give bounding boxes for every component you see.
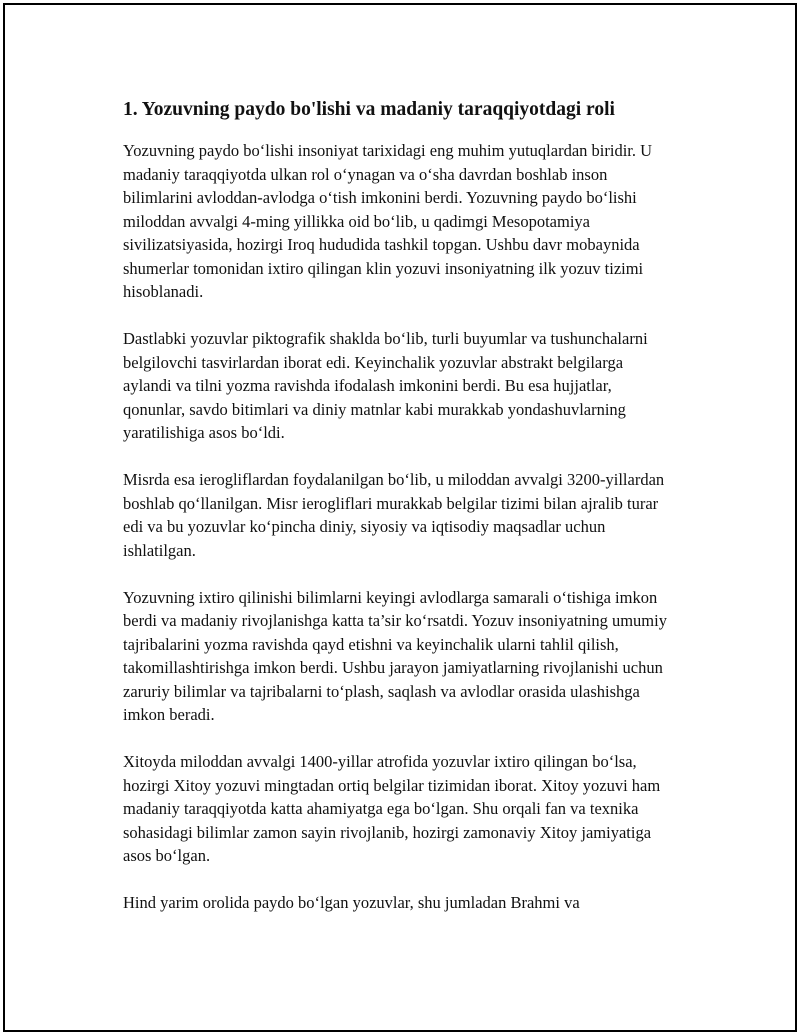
document-body — [123, 97, 671, 938]
paragraph: Hind yarim orolida paydo bo‘lgan yozuvlar, shu jumladan Brahmi va — [123, 893, 580, 912]
page-frame — [3, 3, 797, 1032]
paragraph: Yozuvning paydo bo‘lishi insoniyat tarixidagi eng muhim yutuqlardan biridir. U madaniy taraqqiyotda ulkan rol o‘ynagan va o‘sha davrdan boshlab inson bilimlarini avloddan-avlodga o‘tish imkonini berdi. Yozuvning paydo bo‘lishi miloddan avvalgi 4-ming yillikka oid bo‘lib, u qadimgi Mesopotamiya sivilizatsiyasida, hozirgi Iroq hududida tashkil topgan. Ushbu davr mobaynida shumerlar tomonidan ixtiro qilingan klin yozuvi insoniyatning ilk yozuv tizimi hisoblanadi. — [123, 141, 653, 301]
section-heading: 1. Yozuvning paydo bo'lishi va madaniy taraqqiyotdagi roli — [123, 99, 615, 120]
paragraph: Misrda esa ierogliflardan foydalanilgan bo‘lib, u miloddan avvalgi 3200-yillardan boshlab qo‘llanilgan. Misr ierogliflari murakkab belgilar tizimi bilan ajralib turar edi va bu yozuvlar ko‘pincha diniy, siyosiy va iqtisodiy maqsadlar uchun ishlatilgan. — [123, 470, 665, 560]
paragraph: Xitoyda miloddan avvalgi 1400-yillar atrofida yozuvlar ixtiro qilingan bo‘lsa, hozirgi Xitoy yozuvi mingtadan ortiq belgilar tizimidan iborat. Xitoy yozuvi ham madaniy taraqqiyotda katta ahamiyatga ega bo‘lgan. Shu orqali fan va texnika sohasidagi bilimlar zamon sayin rivojlanib, hozirgi zamonaviy Xitoy jamiyatiga asos bo‘lgan. — [123, 752, 661, 865]
paragraph: Dastlabki yozuvlar piktografik shaklda bo‘lib, turli buyumlar va tushunchalarni belgilovchi tasvirlardan iborat edi. Keyinchalik yozuvlar abstrakt belgilarga aylandi va tilni yozma ravishda ifodalash imkonini berdi. Bu esa hujjatlar, qonunlar, savdo bitimlari va diniy matnlar kabi murakkab yondashuvlarning yaratilishiga asos bo‘ldi. — [123, 329, 648, 442]
paragraph: Yozuvning ixtiro qilinishi bilimlarni keyingi avlodlarga samarali o‘tishiga imkon berdi va madaniy rivojlanishga katta ta’sir ko‘rsatdi. Yozuv insoniyatning umumiy tajribalarini yozma ravishda qayd etishni va keyinchalik ularni tahlil qilish, takomillashtirishga imkon berdi. Ushbu jarayon jamiyatlarning rivojlanishi uchun zaruriy bilimlar va tajribalarni to‘plash, saqlash va avlodlar orasida ulashishga imkon beradi. — [123, 587, 667, 724]
